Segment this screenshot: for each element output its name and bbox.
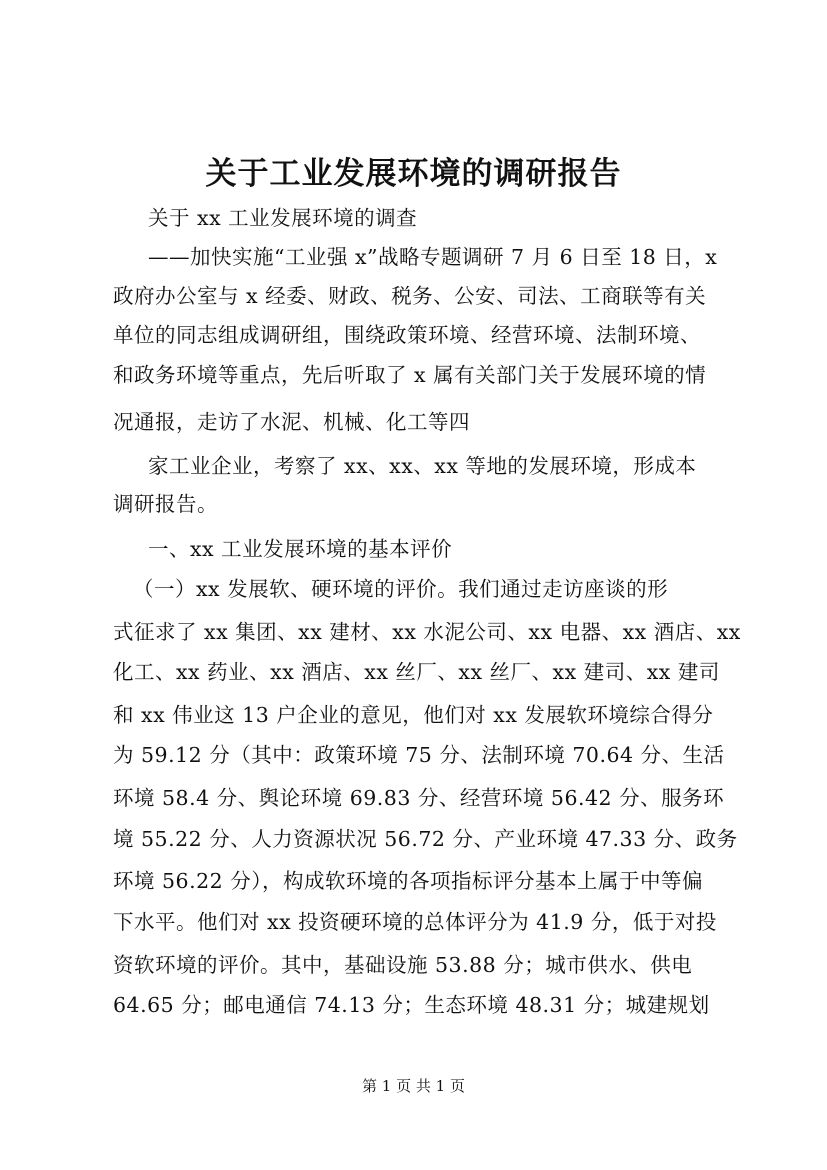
text-line: 资软环境的评价。其中，基础设施 53.88 分；城市供水、供电: [113, 953, 693, 977]
text-line: 64.65 分；邮电通信 74.13 分；生态环境 48.31 分；城建规划: [113, 993, 710, 1017]
text-line: 环境 58.4 分、舆论环境 69.83 分、经营环境 56.42 分、服务环: [113, 786, 725, 810]
text-line: 况通报，走访了水泥、机械、化工等四: [113, 410, 470, 434]
text-line: 关于 xx 工业发展环境的调查: [148, 206, 418, 230]
text-line: 调研报告。: [113, 492, 218, 516]
text-line: 下水平。他们对 xx 投资硬环境的总体评分为 41.9 分，低于对投: [113, 910, 717, 934]
page-footer: 第 1 页 共 1 页: [362, 1077, 465, 1095]
text-line: 化工、xx 药业、xx 酒店、xx 丝厂、xx 丝厂、xx 建司、xx 建司: [113, 660, 720, 684]
text-line: 境 55.22 分、人力资源状况 56.72 分、产业环境 47.33 分、政务: [113, 827, 738, 851]
text-line: ——加快实施“工业强 x”战略专题调研 7 月 6 日至 18 日，x: [148, 245, 718, 269]
text-line: 和政务环境等重点，先后听取了 x 属有关部门关于发展环境的情: [113, 363, 707, 387]
section-heading: 一、xx 工业发展环境的基本评价: [148, 537, 453, 561]
document-title: 关于工业发展环境的调研报告: [205, 156, 622, 192]
text-line: 环境 56.22 分），构成软环境的各项指标评分基本上属于中等偏: [113, 869, 703, 893]
text-line: 和 xx 伟业这 13 户企业的意见，他们对 xx 发展软环境综合得分: [113, 703, 714, 727]
text-line: 为 59.12 分（其中：政策环境 75 分、法制环境 70.64 分、生活: [113, 743, 725, 767]
text-line: （一）xx 发展软、硬环境的评价。我们通过走访座谈的形: [133, 577, 669, 601]
text-line: 单位的同志组成调研组，围绕政策环境、经营环境、法制环境、: [113, 323, 701, 347]
text-line: 政府办公室与 x 经委、财政、税务、公安、司法、工商联等有关: [113, 284, 707, 308]
text-line: 家工业企业，考察了 xx、xx、xx 等地的发展环境，形成本: [148, 454, 697, 478]
text-line: 式征求了 xx 集团、xx 建材、xx 水泥公司、xx 电器、xx 酒店、xx: [113, 620, 741, 644]
